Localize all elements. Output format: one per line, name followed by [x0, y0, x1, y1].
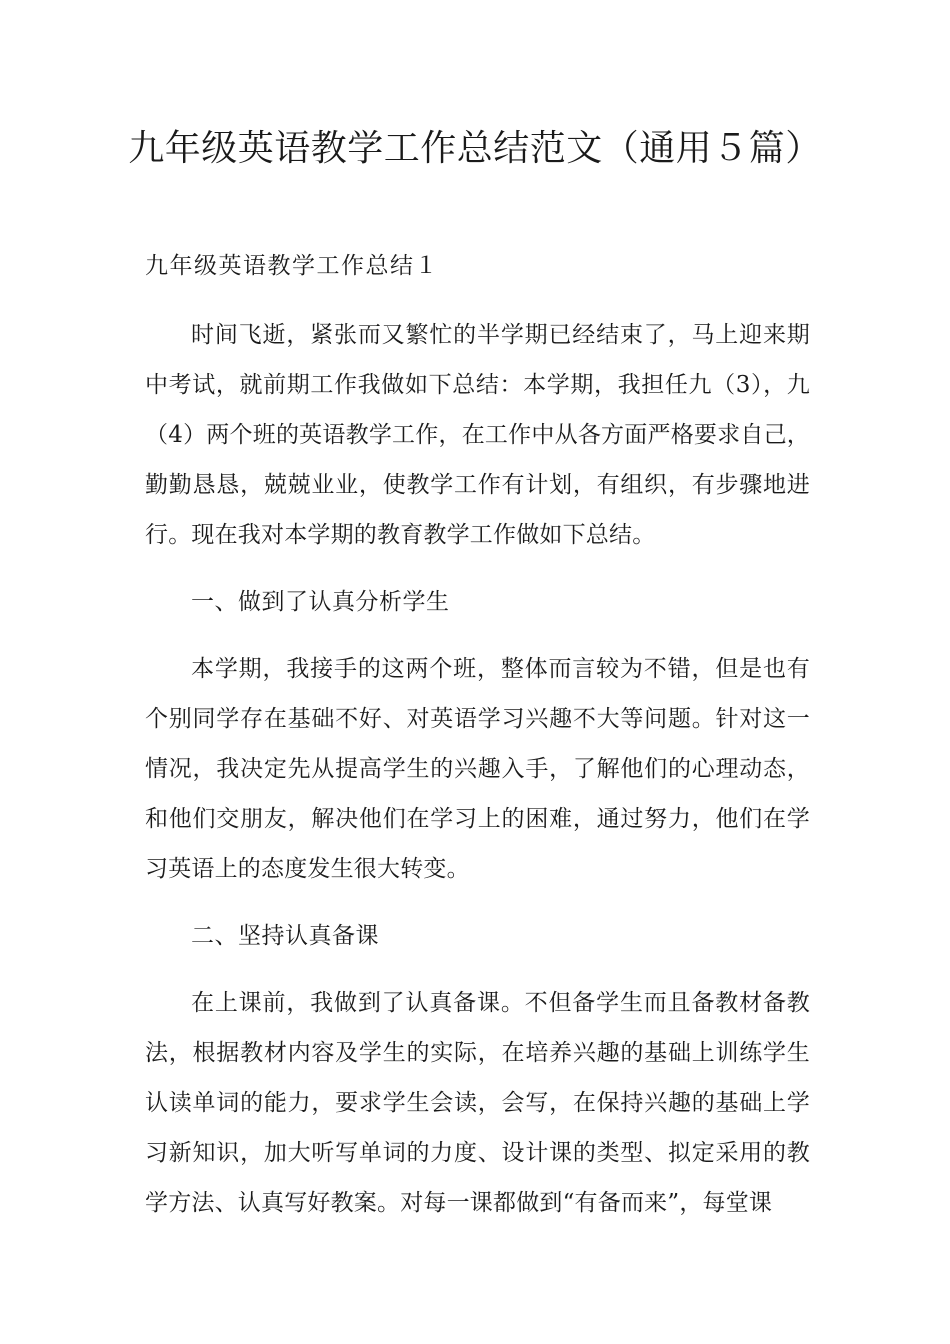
document-body — [145, 242, 810, 1245]
paragraph-intro: 时间飞逝，紧张而又繁忙的半学期已经结束了，马上迎来期中考试，就前期工作我做如下总结：本学期，我担任九（3），九（4）两个班的英语教学工作，在工作中从各方面严格要求自己，勤勤恳恳，兢兢业业，使教学工作有计划，有组织，有步骤地进行。现在我对本学期的教育教学工作做如下总结。 — [145, 322, 810, 548]
subheading-lesson-preparation: 二、坚持认真备课 — [191, 923, 379, 949]
section-heading: 九年级英语教学工作总结１ — [145, 253, 439, 279]
subheading-analyze-students: 一、做到了认真分析学生 — [191, 589, 450, 615]
document-title: 九年级英语教学工作总结范文（通用５篇） — [128, 128, 822, 169]
paragraph-lesson-preparation: 在上课前，我做到了认真备课。不但备学生而且备教材备教法，根据教材内容及学生的实际，在培养兴趣的基础上训练学生认读单词的能力，要求学生会读，会写，在保持兴趣的基础上学习新知识，加大听写单词的力度、设计课的类型、拟定采用的教学方法、认真写好教案。对每一课都做到“有备而来”，每堂课 — [145, 990, 810, 1216]
paragraph-analyze-students: 本学期，我接手的这两个班，整体而言较为不错，但是也有个别同学存在基础不好、对英语学习兴趣不大等问题。针对这一情况，我决定先从提高学生的兴趣入手，了解他们的心理动态，和他们交朋友，解决他们在学习上的困难，通过努力，他们在学习英语上的态度发生很大转变。 — [145, 656, 810, 882]
